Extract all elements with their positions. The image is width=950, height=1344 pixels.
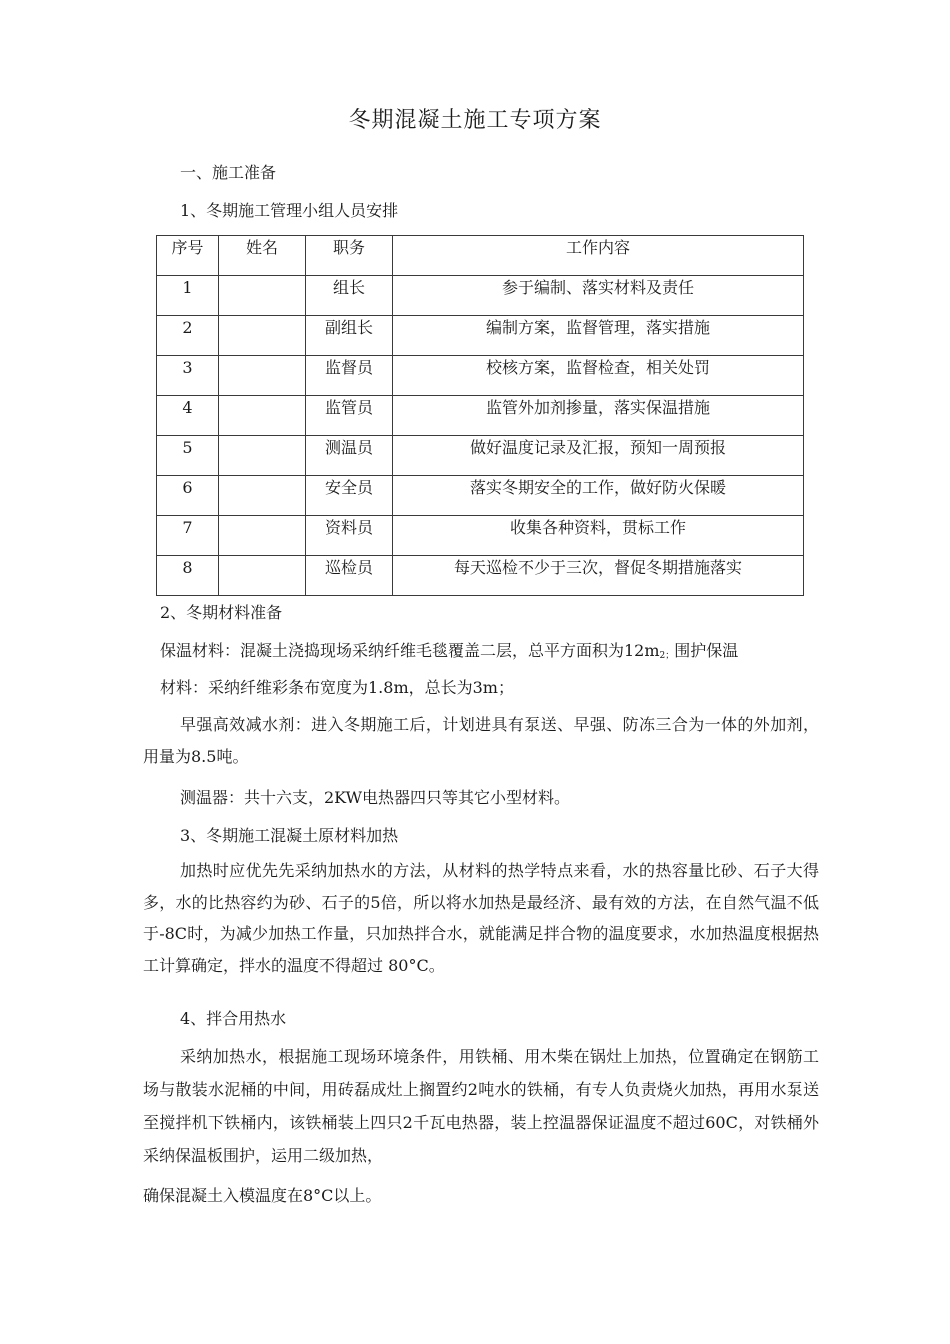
materials-line-2: 材料：采纳纤维彩条布宽度为1.8m，总长为3m； — [160, 678, 514, 697]
thermometer-line: 测温器：共十六支，2KW电热器四只等其它小型材料。 — [180, 788, 571, 807]
materials-line-1 — [160, 640, 738, 667]
cell-role: 监督员 — [306, 356, 393, 396]
table-row — [157, 356, 804, 396]
table-row — [157, 476, 804, 516]
header-cell-name: 姓名 — [219, 236, 306, 276]
cell-no: 4 — [157, 396, 219, 436]
table-header-row — [157, 236, 804, 276]
cell-name — [219, 516, 306, 556]
cell-task: 每天巡检不少于三次，督促冬期措施落实 — [393, 556, 804, 596]
cell-task: 参于编制、落实材料及责任 — [393, 276, 804, 316]
subheading-heating: 3、冬期施工混凝土原材料加热 — [180, 826, 399, 845]
header-cell-task: 工作内容 — [393, 236, 804, 276]
cell-task: 监管外加剂掺量，落实保温措施 — [393, 396, 804, 436]
subheading-materials: 2、冬期材料准备 — [160, 603, 283, 622]
cell-no: 6 — [157, 476, 219, 516]
staff-table-container — [156, 235, 804, 596]
document-title: 冬期混凝土施工专项方案 — [348, 108, 602, 133]
table-row — [157, 516, 804, 556]
materials-unit-superscript: 2； — [659, 651, 675, 661]
cell-no: 8 — [157, 556, 219, 596]
subheading-hot-water: 4、拌合用热水 — [180, 1009, 287, 1028]
admixture-paragraph: 早强高效减水剂：进入冬期施工后，计划进具有泵送、早强、防冻三合为一体的外加剂，用量为8.5吨。 — [143, 715, 819, 766]
cell-name — [219, 356, 306, 396]
table-row — [157, 436, 804, 476]
cell-role: 监管员 — [306, 396, 393, 436]
table-row — [157, 396, 804, 436]
cell-task: 做好温度记录及汇报，预知一周预报 — [393, 436, 804, 476]
cell-role: 资料员 — [306, 516, 393, 556]
cell-task: 收集各种资料，贯标工作 — [393, 516, 804, 556]
closing-line: 确保混凝土入模温度在8°C以上。 — [143, 1186, 382, 1205]
cell-role: 副组长 — [306, 316, 393, 356]
table-row — [157, 556, 804, 596]
heating-paragraph: 加热时应优先先采纳加热水的方法，从材料的热学特点来看，水的热容量比砂、石子大得多，水的比热容约为砂、石子的5倍，所以将水加热是最经济、最有效的方法，在自然气温不低于-8C时，为减少加热工作量，只加热拌合水，就能满足拌合物的温度要求，水加热温度根据热工计算确定，拌水的温度不得超过 80°C。 — [143, 861, 819, 975]
cell-no: 5 — [157, 436, 219, 476]
section-heading-preparation: 一、施工准备 — [180, 163, 277, 182]
header-cell-no: 序号 — [157, 236, 219, 276]
subheading-staff: 1、冬期施工管理小组人员安排 — [180, 201, 399, 220]
cell-name — [219, 276, 306, 316]
cell-name — [219, 556, 306, 596]
cell-role: 巡检员 — [306, 556, 393, 596]
staff-table — [156, 235, 804, 596]
cell-no: 3 — [157, 356, 219, 396]
table-row — [157, 316, 804, 356]
cell-no: 7 — [157, 516, 219, 556]
cell-name — [219, 396, 306, 436]
cell-no: 2 — [157, 316, 219, 356]
table-row — [157, 276, 804, 316]
cell-role: 组长 — [306, 276, 393, 316]
header-cell-role: 职务 — [306, 236, 393, 276]
cell-role: 测温员 — [306, 436, 393, 476]
hot-water-paragraph: 采纳加热水，根据施工现场环境条件，用铁桶、用木柴在锅灶上加热，位置确定在钢筋工场与散装水泥桶的中间，用砖磊成灶上搁置约2吨水的铁桶，有专人负责烧火加热，再用水泵送至搅拌机下铁桶内，该铁桶装上四只2千瓦电热器，装上控温器保证温度不超过60C，对铁桶外采纳保温板围护，运用二级加热， — [143, 1047, 819, 1165]
cell-name — [219, 436, 306, 476]
cell-name — [219, 476, 306, 516]
cell-task: 校核方案，监督检查，相关处罚 — [393, 356, 804, 396]
cell-role: 安全员 — [306, 476, 393, 516]
cell-task: 编制方案，监督管理，落实措施 — [393, 316, 804, 356]
materials-line-1-tail: 围护保温 — [674, 641, 739, 660]
cell-name — [219, 316, 306, 356]
cell-no: 1 — [157, 276, 219, 316]
materials-line-1-text: 保温材料：混凝土浇捣现场采纳纤维毛毯覆盖二层，总平方面积为12m — [160, 641, 660, 660]
cell-task: 落实冬期安全的工作，做好防火保暖 — [393, 476, 804, 516]
